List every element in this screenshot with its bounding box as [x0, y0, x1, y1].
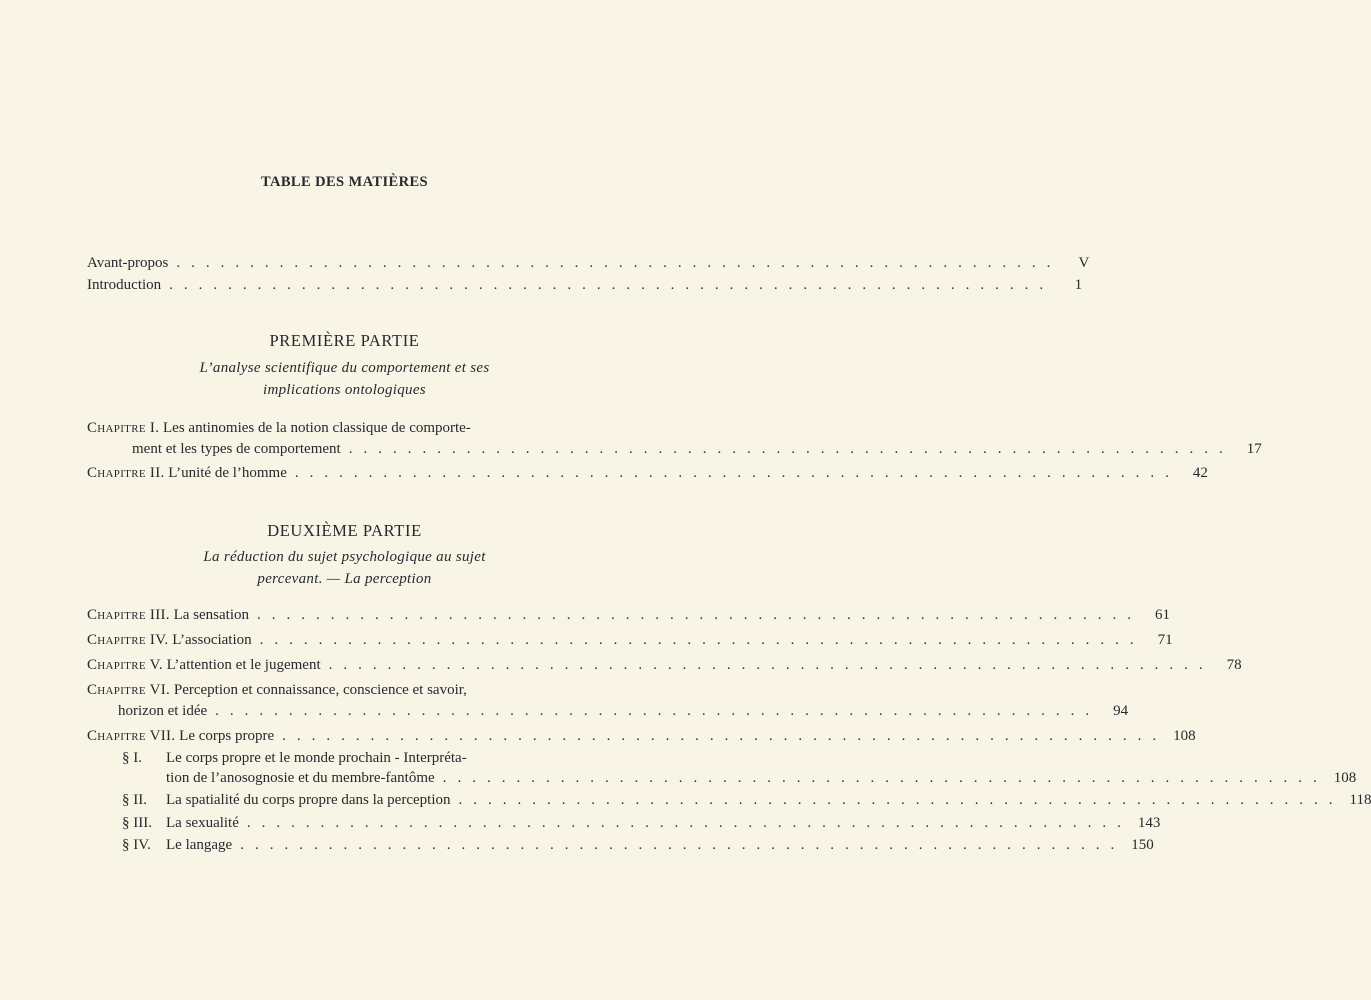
chapter-prefix: Chapitre II.: [87, 465, 165, 481]
entry-label: La spatialité du corps propre dans la perception: [166, 792, 451, 808]
toc-entry-chapitre-6-line2[interactable]: [118, 701, 1129, 722]
leader-dots: ............................................................: [294, 465, 1180, 481]
leader-dots: ............................................................: [176, 255, 1062, 271]
page-number: 1: [1074, 277, 1083, 293]
page-number: 61: [1155, 607, 1170, 623]
toc-entry-chapitre-1-line1[interactable]: [87, 418, 569, 439]
section-prefix: § I.: [122, 750, 142, 766]
entry-label: L’attention et le jugement: [166, 657, 321, 673]
entry-label: Le langage: [166, 837, 233, 853]
part-two-title: DEUXIÈME PARTIE: [267, 521, 422, 540]
page-number: 118: [1349, 792, 1371, 808]
leader-dots: ............................................................: [215, 703, 1101, 719]
toc-entry-section-4[interactable]: [122, 835, 1154, 856]
chapter-prefix: Chapitre V.: [87, 657, 163, 673]
chapter-prefix: Chapitre III.: [87, 607, 170, 623]
toc-entry-chapitre-4[interactable]: [87, 630, 1173, 651]
page-number: 78: [1226, 657, 1242, 673]
entry-label-line1: Les antinomies de la notion classique de comporte-: [163, 420, 471, 436]
toc-entry-chapitre-7[interactable]: [87, 726, 1196, 747]
leader-dots: ............................................................: [442, 770, 1328, 786]
leader-dots: ............................................................: [282, 728, 1168, 744]
page-number: 17: [1246, 441, 1262, 457]
entry-label-line1: Le corps propre et le monde prochain - Interpréta-: [166, 750, 467, 766]
chapter-prefix: Chapitre VII.: [87, 728, 176, 744]
page-number: 108: [1333, 770, 1357, 786]
page-number: 71: [1157, 632, 1173, 648]
leader-dots: ............................................................: [259, 632, 1145, 648]
toc-entry-avant-propos[interactable]: [87, 253, 1090, 274]
leader-dots: ............................................................: [328, 657, 1214, 673]
page-number: 150: [1131, 837, 1154, 853]
part-two-subtitle-line2: percevant. — La perception: [257, 571, 432, 587]
entry-label-line2: ment et les types de comportement: [132, 441, 341, 457]
leader-dots: ............................................................: [246, 815, 1132, 831]
part-one-title: PREMIÈRE PARTIE: [269, 331, 420, 350]
toc-heading: TABLE DES MATIÈRES: [260, 174, 428, 190]
entry-label: L’association: [172, 632, 252, 648]
chapter-prefix: Chapitre VI.: [87, 682, 171, 698]
leader-dots: ............................................................: [257, 607, 1142, 623]
toc-entry-section-1-line2[interactable]: [166, 768, 1357, 789]
entry-label-line2: horizon et idée: [118, 703, 208, 719]
part-one-subtitle-line1: L’analyse scientifique du comportement et ses: [199, 360, 490, 376]
toc-entry-chapitre-1-line2[interactable]: [132, 439, 1262, 460]
leader-dots: ............................................................: [458, 792, 1344, 808]
entry-label: Le corps propre: [179, 728, 275, 744]
entry-label-line1: Perception et connaissance, conscience et savoir,: [173, 682, 467, 698]
entry-label: La sensation: [173, 607, 249, 623]
leader-dots: ............................................................: [240, 837, 1126, 853]
entry-label: L’unité de l’homme: [168, 465, 287, 481]
page-number: 143: [1137, 815, 1161, 831]
toc-entry-section-2[interactable]: [122, 790, 1371, 811]
page-number: 42: [1192, 465, 1208, 481]
leader-dots: ............................................................: [348, 441, 1234, 457]
part-two-subtitle-line1: La réduction du sujet psychologique au sujet: [203, 549, 486, 565]
leader-dots: ............................................................: [169, 277, 1055, 293]
toc-entry-chapitre-2[interactable]: [87, 463, 1208, 484]
toc-entry-chapitre-3[interactable]: [87, 605, 1170, 626]
section-prefix: § IV.: [122, 837, 151, 853]
toc-entry-section-3[interactable]: [122, 813, 1161, 834]
section-prefix: § III.: [122, 815, 152, 831]
entry-label: Introduction: [87, 277, 162, 293]
entry-label-line2: tion de l’anosognosie et du membre-fantôme: [166, 770, 435, 786]
toc-entry-chapitre-5[interactable]: [87, 655, 1242, 676]
toc-entry-section-1-line1[interactable]: [122, 748, 569, 769]
chapter-prefix: Chapitre I.: [87, 420, 160, 436]
toc-entry-introduction[interactable]: [87, 275, 1083, 296]
entry-label: La sexualité: [166, 815, 239, 831]
section-prefix: § II.: [122, 792, 147, 808]
entry-label: Avant-propos: [87, 255, 169, 271]
page-number: V: [1078, 255, 1090, 271]
chapter-prefix: Chapitre IV.: [87, 632, 169, 648]
part-one-subtitle-line2: implications ontologiques: [263, 382, 426, 398]
page-number: 108: [1173, 728, 1196, 744]
toc-entry-chapitre-6-line1[interactable]: [87, 680, 569, 701]
page-number: 94: [1113, 703, 1129, 719]
